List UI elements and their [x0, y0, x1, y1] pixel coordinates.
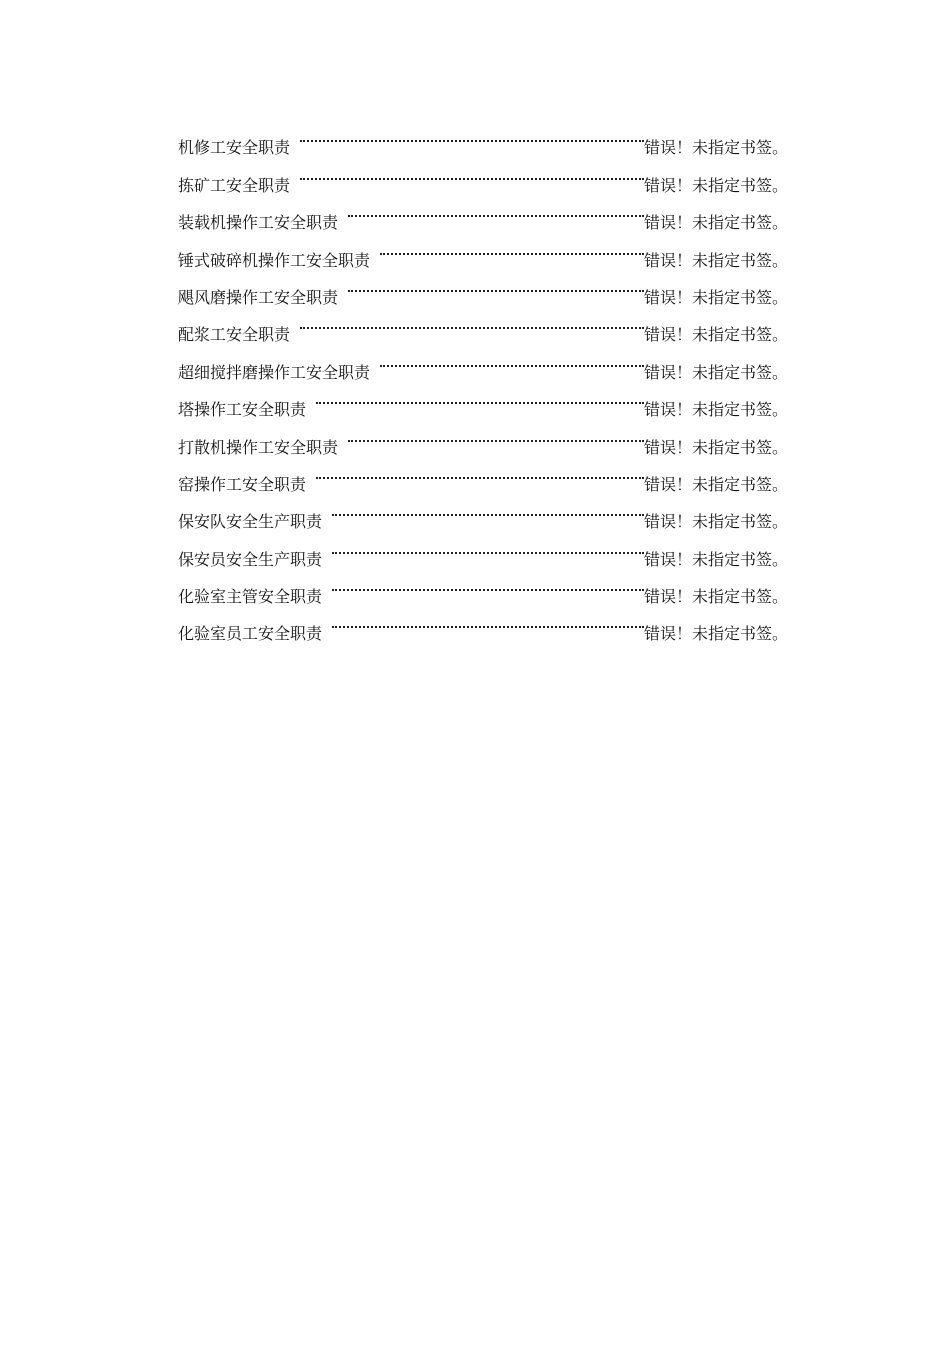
toc-dot-leader	[332, 527, 644, 564]
toc-page-ref: 错误！未指定书签。	[643, 213, 788, 233]
toc-page-ref: 错误！未指定书签。	[643, 250, 788, 270]
toc-entry-title: 塔操作工安全职责	[178, 400, 307, 420]
table-of-contents	[178, 116, 788, 644]
toc-entry-title: 保安队安全生产职责	[178, 512, 323, 532]
toc-page-ref: 错误！未指定书签。	[643, 549, 788, 569]
toc-entry-title: 机修工安全职责	[178, 138, 291, 158]
toc-dot-leader	[316, 453, 644, 490]
toc-entry-title: 超细搅拌磨操作工安全职责	[178, 362, 371, 382]
toc-page-ref: 错误！未指定书签。	[643, 587, 788, 607]
toc-entry-title: 化验室主管安全职责	[178, 587, 323, 607]
toc-page-ref: 错误！未指定书签。	[643, 325, 788, 345]
toc-dot-leader	[348, 191, 644, 228]
toc-dot-leader	[332, 602, 644, 639]
toc-dot-leader	[300, 116, 644, 153]
toc-dot-leader	[380, 228, 644, 265]
toc-page-ref: 错误！未指定书签。	[643, 437, 788, 457]
toc-dot-leader	[300, 303, 644, 340]
toc-entry-title: 配浆工安全职责	[178, 325, 291, 345]
toc-dot-leader	[332, 490, 644, 527]
toc-dot-leader	[348, 415, 644, 452]
toc-entry-title: 飓风磨操作工安全职责	[178, 287, 339, 307]
toc-dot-leader	[332, 565, 644, 602]
toc-page-ref: 错误！未指定书签。	[643, 175, 788, 195]
toc-entry-title: 化验室员工安全职责	[178, 624, 323, 644]
toc-entry-title: 窑操作工安全职责	[178, 474, 307, 494]
toc-dot-leader	[316, 378, 644, 415]
toc-page-ref: 错误！未指定书签。	[643, 400, 788, 420]
toc-dot-leader	[380, 340, 644, 377]
toc-dot-leader	[348, 266, 644, 303]
toc-entry[interactable]	[178, 116, 788, 158]
toc-page-ref: 错误！未指定书签。	[643, 474, 788, 494]
toc-page-ref: 错误！未指定书签。	[643, 512, 788, 532]
toc-entry-title: 装载机操作工安全职责	[178, 213, 339, 233]
toc-entry-title: 保安员安全生产职责	[178, 549, 323, 569]
toc-dot-leader	[300, 153, 644, 190]
toc-entry-title: 打散机操作工安全职责	[178, 437, 339, 457]
toc-entry-title: 拣矿工安全职责	[178, 175, 291, 195]
toc-page-ref: 错误！未指定书签。	[643, 287, 788, 307]
toc-page-ref: 错误！未指定书签。	[643, 362, 788, 382]
toc-entry-title: 锤式破碎机操作工安全职责	[178, 250, 371, 270]
toc-page-ref: 错误！未指定书签。	[643, 138, 788, 158]
toc-page-ref: 错误！未指定书签。	[643, 624, 788, 644]
